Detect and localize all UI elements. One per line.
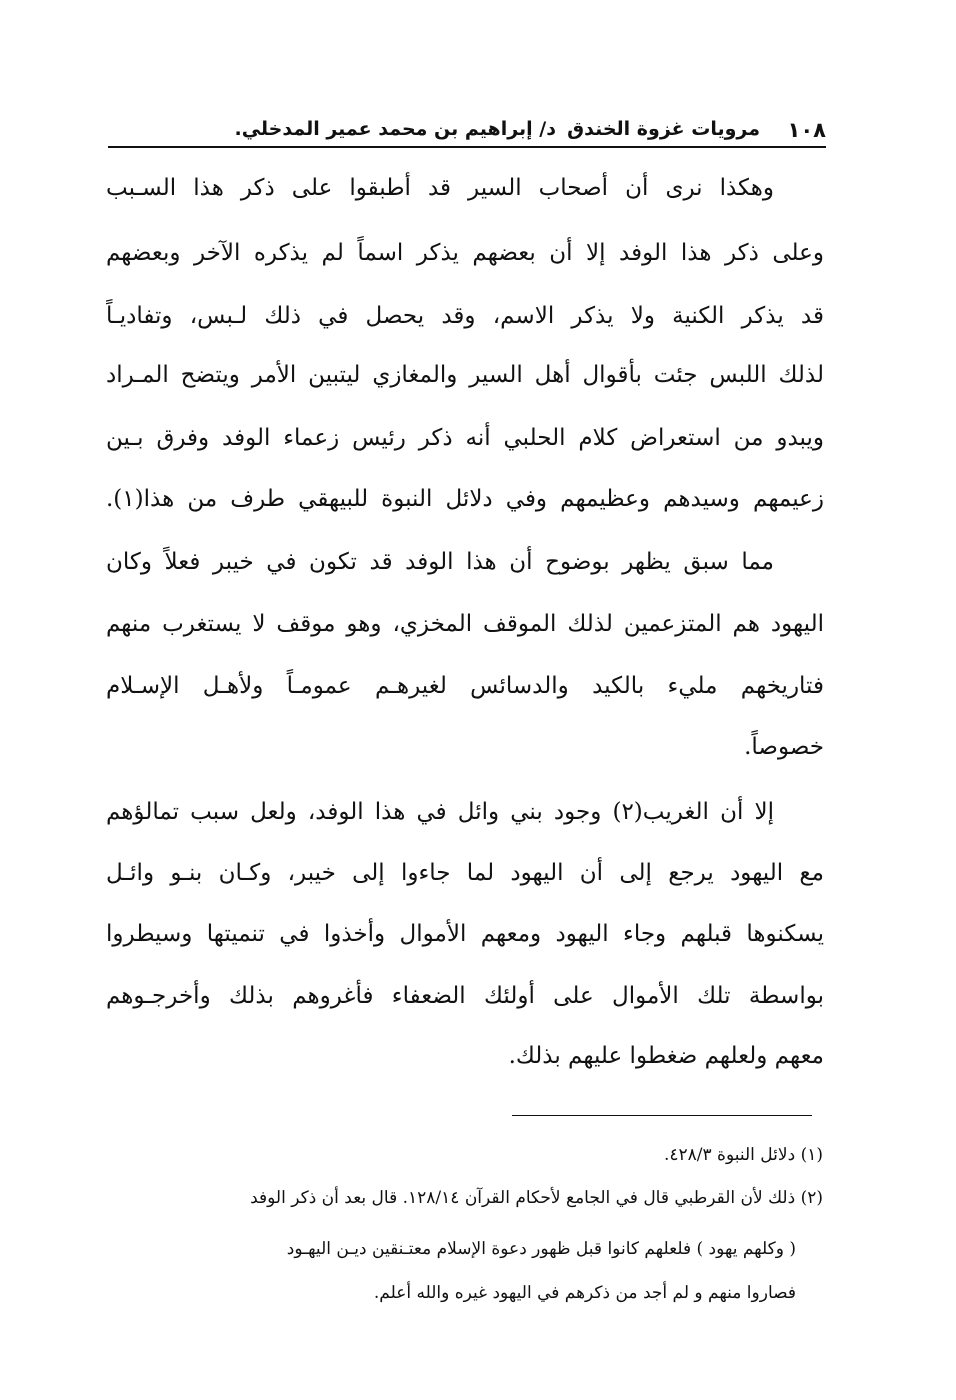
author-name: د/ إبراهيم بن محمد عمير المدخلي. — [234, 118, 556, 140]
body-line: لذلك اللبس جئت بأقوال أهل السير والمغازي ليتبين الأمر ويتضح المـراد — [106, 362, 824, 388]
footnote-2-continued: ( وكلهم يهود ) فلعلهم كانوا قبل ظهور دعوة الإسلام معتـنقين ديـن اليهـود — [286, 1239, 796, 1259]
body-line: بواسطة تلك الأموال على أولئك الضعفاء فأغروهم بذلك وأخرجـوهم — [106, 983, 824, 1009]
footnote-rule — [512, 1115, 812, 1116]
body-line: مع اليهود يرجع إلى أن اليهود لما جاءوا إلى خيبر، وكـان بنـو وائـل — [106, 860, 824, 886]
header-rule — [108, 146, 826, 148]
body-line: إلا أن الغريب(٢) وجود بني وائل في هذا الوفد، ولعل سبب تمالؤهم — [106, 799, 774, 825]
footnote-2: (٢) ذلك لأن القرطبي قال في الجامع لأحكام القرآن ١٢٨/١٤. قال بعد أن ذكر الوفد — [250, 1188, 823, 1208]
body-line: مما سبق يظهر بوضوح أن هذا الوفد قد تكون في خيبر فعلاً وكان — [106, 549, 774, 575]
body-line: قد يذكر الكنية ولا يذكر الاسم، وقد يحصل في ذلك لـبس، وتفاديـاً — [106, 303, 824, 329]
body-line: ويبدو من استعراض كلام الحلبي أنه ذكر رئيس زعماء الوفد وفرق بـين — [106, 425, 824, 451]
body-line: اليهود هم المتزعمين لذلك الموقف المخزي، وهو موقف لا يستغرب منهم — [106, 611, 824, 637]
body-line: يسكنوها قبلهم وجاء اليهود ومعهم الأموال وأخذوا في تنميتها وسيطروا — [106, 921, 824, 947]
page-number: ١٠٨ — [787, 118, 826, 142]
body-line: زعيمهم وسيدهم وعظيمهم وفي دلائل النبوة للبيهقي طرف من هذا(١). — [106, 486, 824, 512]
footnote-1: (١) دلائل النبوة ٤٢٨/٣. — [663, 1145, 823, 1165]
body-line: خصوصاً. — [744, 734, 824, 760]
body-line: معهم ولعلهم ضغطوا عليهم بذلك. — [508, 1043, 824, 1069]
body-line: وعلى ذكر هذا الوفد إلا أن بعضهم يذكر اسماً لم يذكره الآخر وبعضهم — [106, 240, 824, 266]
body-line: فتاريخهم مليء بالكيد والدسائس لغيرهـم عمومـاً ولأهـل الإسـلام — [106, 673, 824, 699]
footnote-2-continued: فصاروا منهم و لم أجد من ذكرهم في اليهود غيره والله أعلم. — [373, 1283, 796, 1303]
book-title: مرويات غزوة الخندق — [567, 118, 760, 140]
body-line: وهكذا نرى أن أصحاب السير قد أطبقوا على ذكر هذا السـبب — [106, 175, 774, 201]
